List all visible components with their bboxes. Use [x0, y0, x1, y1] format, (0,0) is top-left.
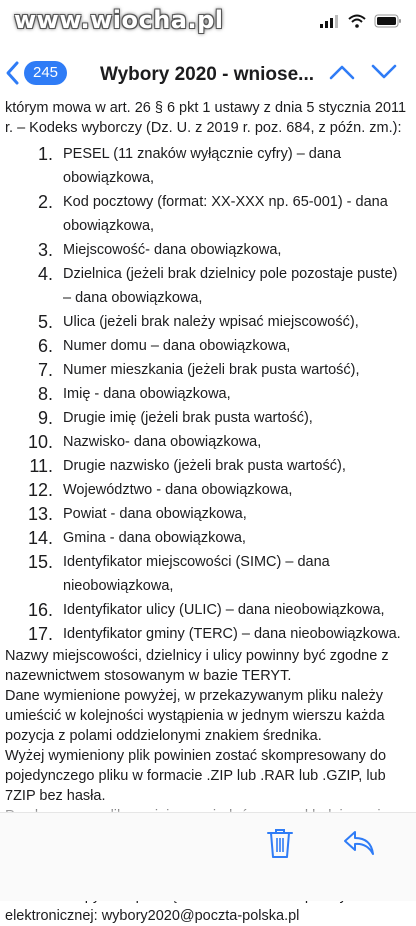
list-item-number: 10. [27, 432, 53, 452]
list-item-text: Numer mieszkania (jeżeli brak pusta wartość), [63, 362, 360, 378]
bottom-toolbar [0, 812, 416, 901]
list-item-text: Kod pocztowy (format: XX-XXX np. 65-001) - dana obowiązkowa, [63, 194, 388, 234]
list-item [5, 526, 411, 550]
list-item-text: Drugie nazwisko (jeżeli brak pusta wartość), [63, 458, 346, 474]
list-item-text: Identyfikator ulicy (ULIC) – dana nieobowiązkowa, [63, 602, 385, 618]
list-item [5, 502, 411, 526]
list-item-text: Identyfikator miejscowości (SIMC) – dana nieobowiązkowa, [63, 554, 330, 594]
list-item-text: Imię - dana obowiązkowa, [63, 386, 231, 402]
list-item-text: Identyfikator gminy (TERC) – dana nieobowiązkowa. [63, 626, 401, 642]
paragraph-order: Dane wymienione powyżej, w przekazywanym pliku należy umieścić w kolejności wystąpienia w jednym wierszu każda pozycja z polami oddzielonymi znakiem średnika. [5, 688, 385, 744]
signal-icon [320, 14, 340, 28]
list-item-text: Numer domu – dana obowiązkowa, [63, 338, 291, 354]
list-item-number: 5. [37, 312, 53, 332]
list-item [5, 190, 411, 238]
list-item-number: 7. [37, 360, 53, 380]
list-item-number: 4. [37, 264, 53, 284]
list-item [5, 478, 411, 502]
list-item-number: 2. [37, 192, 53, 212]
unread-count-badge: 245 [24, 61, 67, 85]
list-item-number: 17. [27, 624, 53, 644]
message-subject: Wybory 2020 - wniose... [100, 64, 315, 85]
list-item-text: Gmina - dana obowiązkowa, [63, 530, 246, 546]
list-item-text: Miejscowość- dana obowiązkowa, [63, 242, 282, 258]
list-item-text: PESEL (11 znaków wyłącznie cyfry) – dana obowiązkowa, [63, 146, 342, 186]
field-list [5, 142, 411, 646]
list-item-text: Województwo - dana obowiązkowa, [63, 482, 293, 498]
wifi-icon [348, 14, 366, 28]
list-item-number: 14. [27, 528, 53, 548]
list-item [5, 430, 411, 454]
list-item-text: Drugie imię (jeżeli brak pusta wartość), [63, 410, 313, 426]
nav-bar [0, 44, 416, 100]
list-item-number: 6. [37, 336, 53, 356]
list-item [5, 334, 411, 358]
list-item [5, 262, 411, 310]
list-item [5, 358, 411, 382]
list-item-number: 1. [37, 144, 53, 164]
list-item-number: 8. [37, 384, 53, 404]
status-icons [320, 14, 402, 28]
list-item [5, 310, 411, 334]
list-item-text: Nazwisko- dana obowiązkowa, [63, 434, 262, 450]
list-item [5, 406, 411, 430]
back-button[interactable] [6, 60, 76, 86]
list-item-text: Powiat - dana obowiązkowa, [63, 506, 247, 522]
list-item [5, 550, 411, 598]
message-body [5, 98, 411, 924]
list-item-text: Ulica (jeżeli brak należy wpisać miejscowość), [63, 314, 359, 330]
list-item-number: 12. [27, 480, 53, 500]
reply-icon[interactable] [342, 829, 376, 857]
paragraph-compression: Wyżej wymieniony plik powinien zostać skompresowany do pojedynczego pliku w formacie .ZIP lub .RAR lub .GZIP, lub 7ZIP bez hasła. [5, 748, 387, 804]
list-item-number: 9. [37, 408, 53, 428]
trash-icon[interactable] [266, 827, 294, 859]
chevron-left-icon [6, 61, 20, 85]
status-bar [0, 0, 416, 44]
chevron-up-icon[interactable] [328, 62, 356, 82]
list-item-text: Dzielnica (jeżeli brak dzielnicy pole pozostaje puste) – dana obowiązkowa, [63, 266, 398, 306]
chevron-down-icon[interactable] [370, 62, 398, 82]
list-item-number: 11. [29, 456, 53, 476]
paragraph-naming: Nazwy miejscowości, dzielnicy i ulicy powinny być zgodne z nazewnictwem stosowanym w bazie TERYT. [5, 648, 389, 684]
intro-text: którym mowa w art. 26 § 6 pkt 1 ustawy z dnia 5 stycznia 2011 r. – Kodeks wyborczy (Dz. U. z 2019 r. poz. 684, z późn. zm.): [5, 100, 407, 136]
list-item [5, 622, 411, 646]
list-item [5, 238, 411, 262]
list-item [5, 454, 411, 478]
list-item-number: 16. [27, 600, 53, 620]
list-item-number: 13. [27, 504, 53, 524]
watermark: www.wiocha.pl [14, 6, 224, 34]
battery-icon [374, 14, 402, 28]
contact-email-line[interactable]: elektronicznej: wybory2020@poczta-polska.pl [5, 908, 300, 924]
list-item [5, 382, 411, 406]
list-item-number: 15. [27, 552, 53, 572]
list-item-number: 3. [37, 240, 53, 260]
list-item [5, 142, 411, 190]
list-item [5, 598, 411, 622]
